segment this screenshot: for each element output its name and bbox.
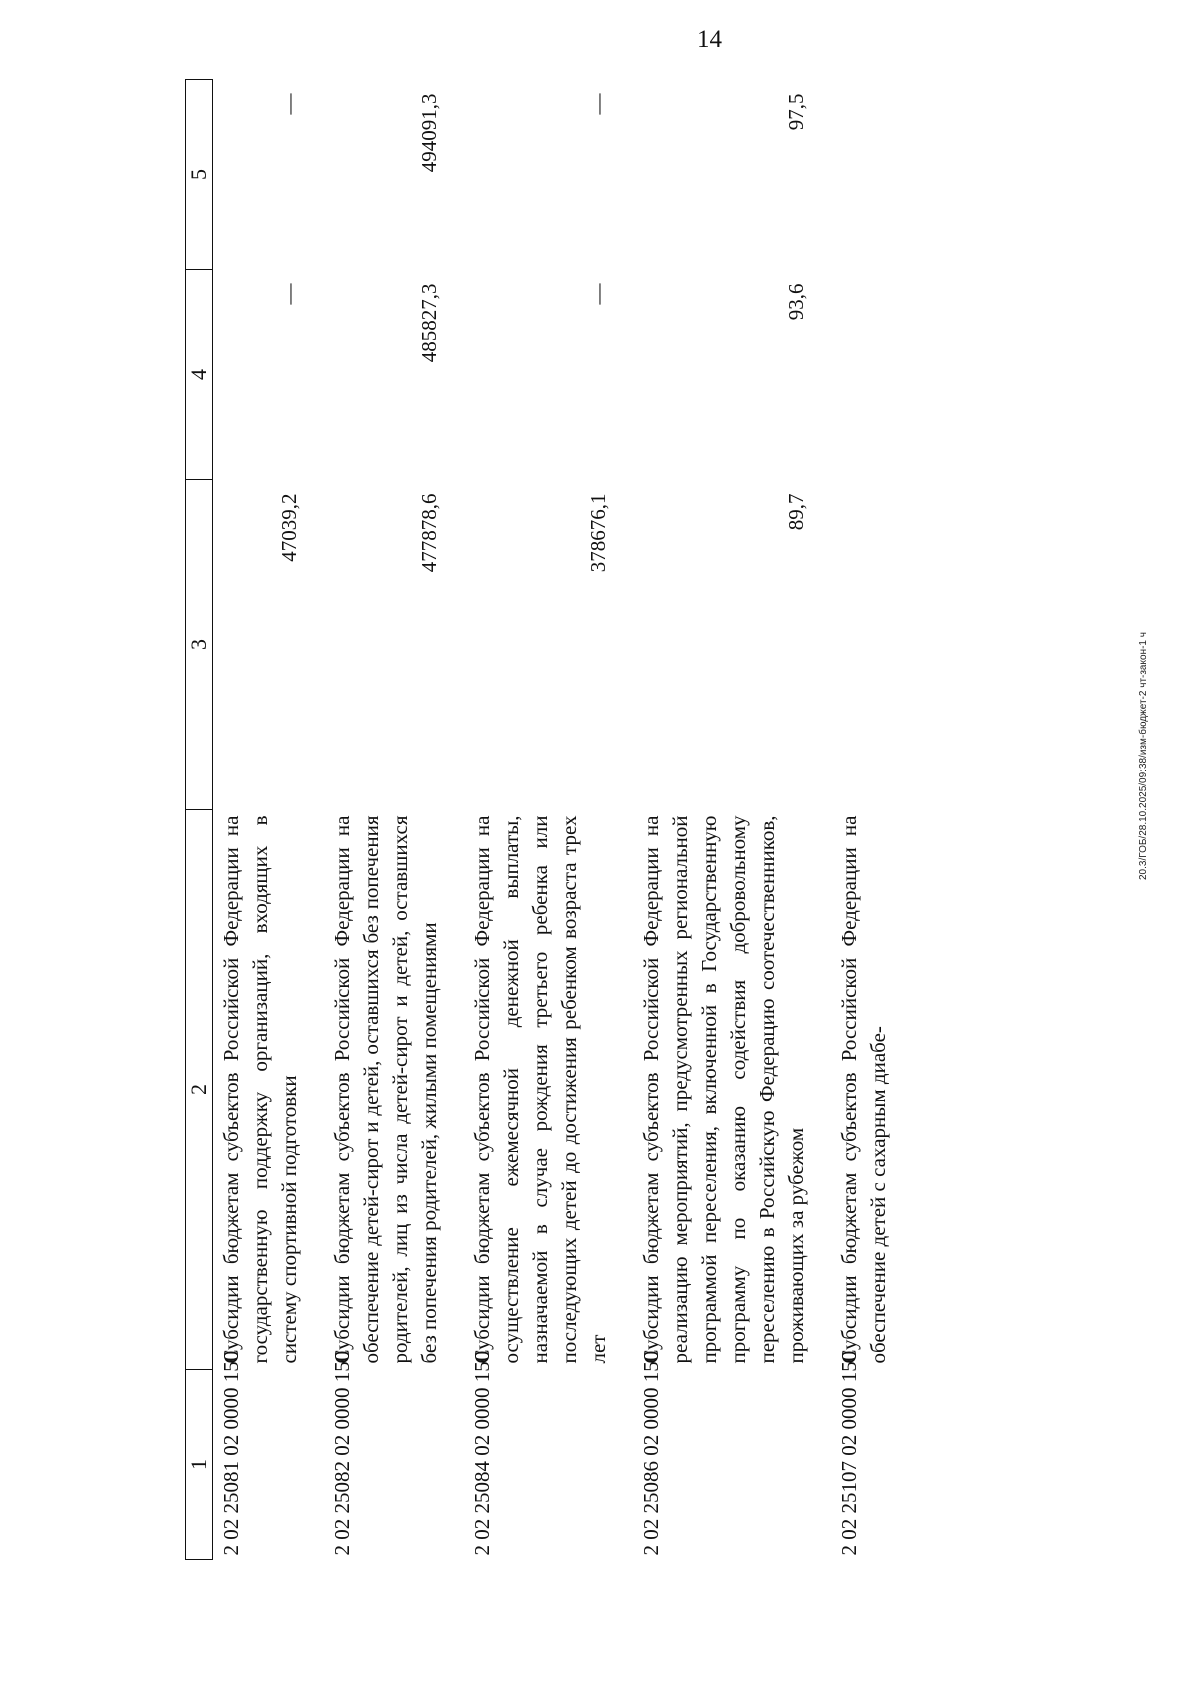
income-name: Субсидии бюджетам субъектов Российской Федерации на государственную поддержку организаций, входящих в систему спортивной подготовки (219, 815, 301, 1364)
amount-col4: 93,6 (784, 283, 808, 321)
column-header-5: 5 (186, 80, 213, 270)
amount-col5: — (277, 93, 301, 115)
amount-col4: — (586, 283, 610, 305)
budget-table (185, 79, 893, 1560)
document-footer-code: 20.3/ГОБ/28.10.2025/09:38/изм-бюджет-2 чт-закон-1 ч (1138, 632, 1149, 880)
column-header-2: 2 (186, 810, 213, 1370)
table-row (324, 80, 464, 1560)
table-header-row (186, 80, 213, 1560)
amount-col3: 477878,6 (417, 493, 441, 573)
budget-code: 2 02 25082 02 0000 150 (330, 1350, 354, 1556)
column-header-1: 1 (186, 1370, 213, 1560)
table-row (213, 80, 325, 1560)
amount-col5: 97,5 (784, 93, 808, 131)
amount-col3: 89,7 (784, 493, 808, 531)
amount-col3: 378676,1 (586, 493, 610, 573)
budget-code: 2 02 25084 02 0000 150 (470, 1350, 494, 1556)
income-name: Субсидии бюджетам субъектов Российской Федерации на реализацию мероприятий, предусмотренных региональной программой переселения, включенной в Государственную программу по оказанию содействия добровольному переселению в Российскую Федерацию соотечественников, проживающих за рубежом (639, 815, 808, 1364)
income-name: Субсидии бюджетам субъектов Российской Федерации на осуществление ежемесячной денежной выплаты, назначаемой в случае рождения третьего ребенка или последующих детей до достижения ребенком возраста трех лет (470, 815, 610, 1364)
amount-col4: — (277, 283, 301, 305)
column-header-4: 4 (186, 270, 213, 480)
amount-col5: — (586, 93, 610, 115)
budget-table-container (185, 80, 1105, 1560)
table-row (464, 80, 633, 1560)
page-number: 14 (697, 26, 722, 53)
amount-col3 (831, 480, 893, 810)
amount-col5 (831, 80, 893, 270)
amount-col3: 47039,2 (277, 493, 301, 562)
income-name: Субсидии бюджетам субъектов Российской Федерации на обеспечение детей-сирот и детей, оставшихся без попечения родителей, лиц из числа детей-сирот и детей, оставшихся без попечения родителей, жилыми помещениями (330, 815, 441, 1364)
budget-code: 2 02 25107 02 0000 150 (837, 1350, 861, 1556)
budget-code: 2 02 25086 02 0000 150 (639, 1350, 663, 1556)
column-header-3: 3 (186, 480, 213, 810)
table-row (633, 80, 831, 1560)
budget-code: 2 02 25081 02 0000 150 (219, 1350, 243, 1556)
table-row (831, 80, 893, 1560)
amount-col5: 494091,3 (417, 93, 441, 173)
income-name: Субсидии бюджетам субъектов Российской Федерации на обеспечение детей с сахарным диабе- (837, 815, 890, 1364)
amount-col4 (831, 270, 893, 480)
amount-col4: 485827,3 (417, 283, 441, 363)
